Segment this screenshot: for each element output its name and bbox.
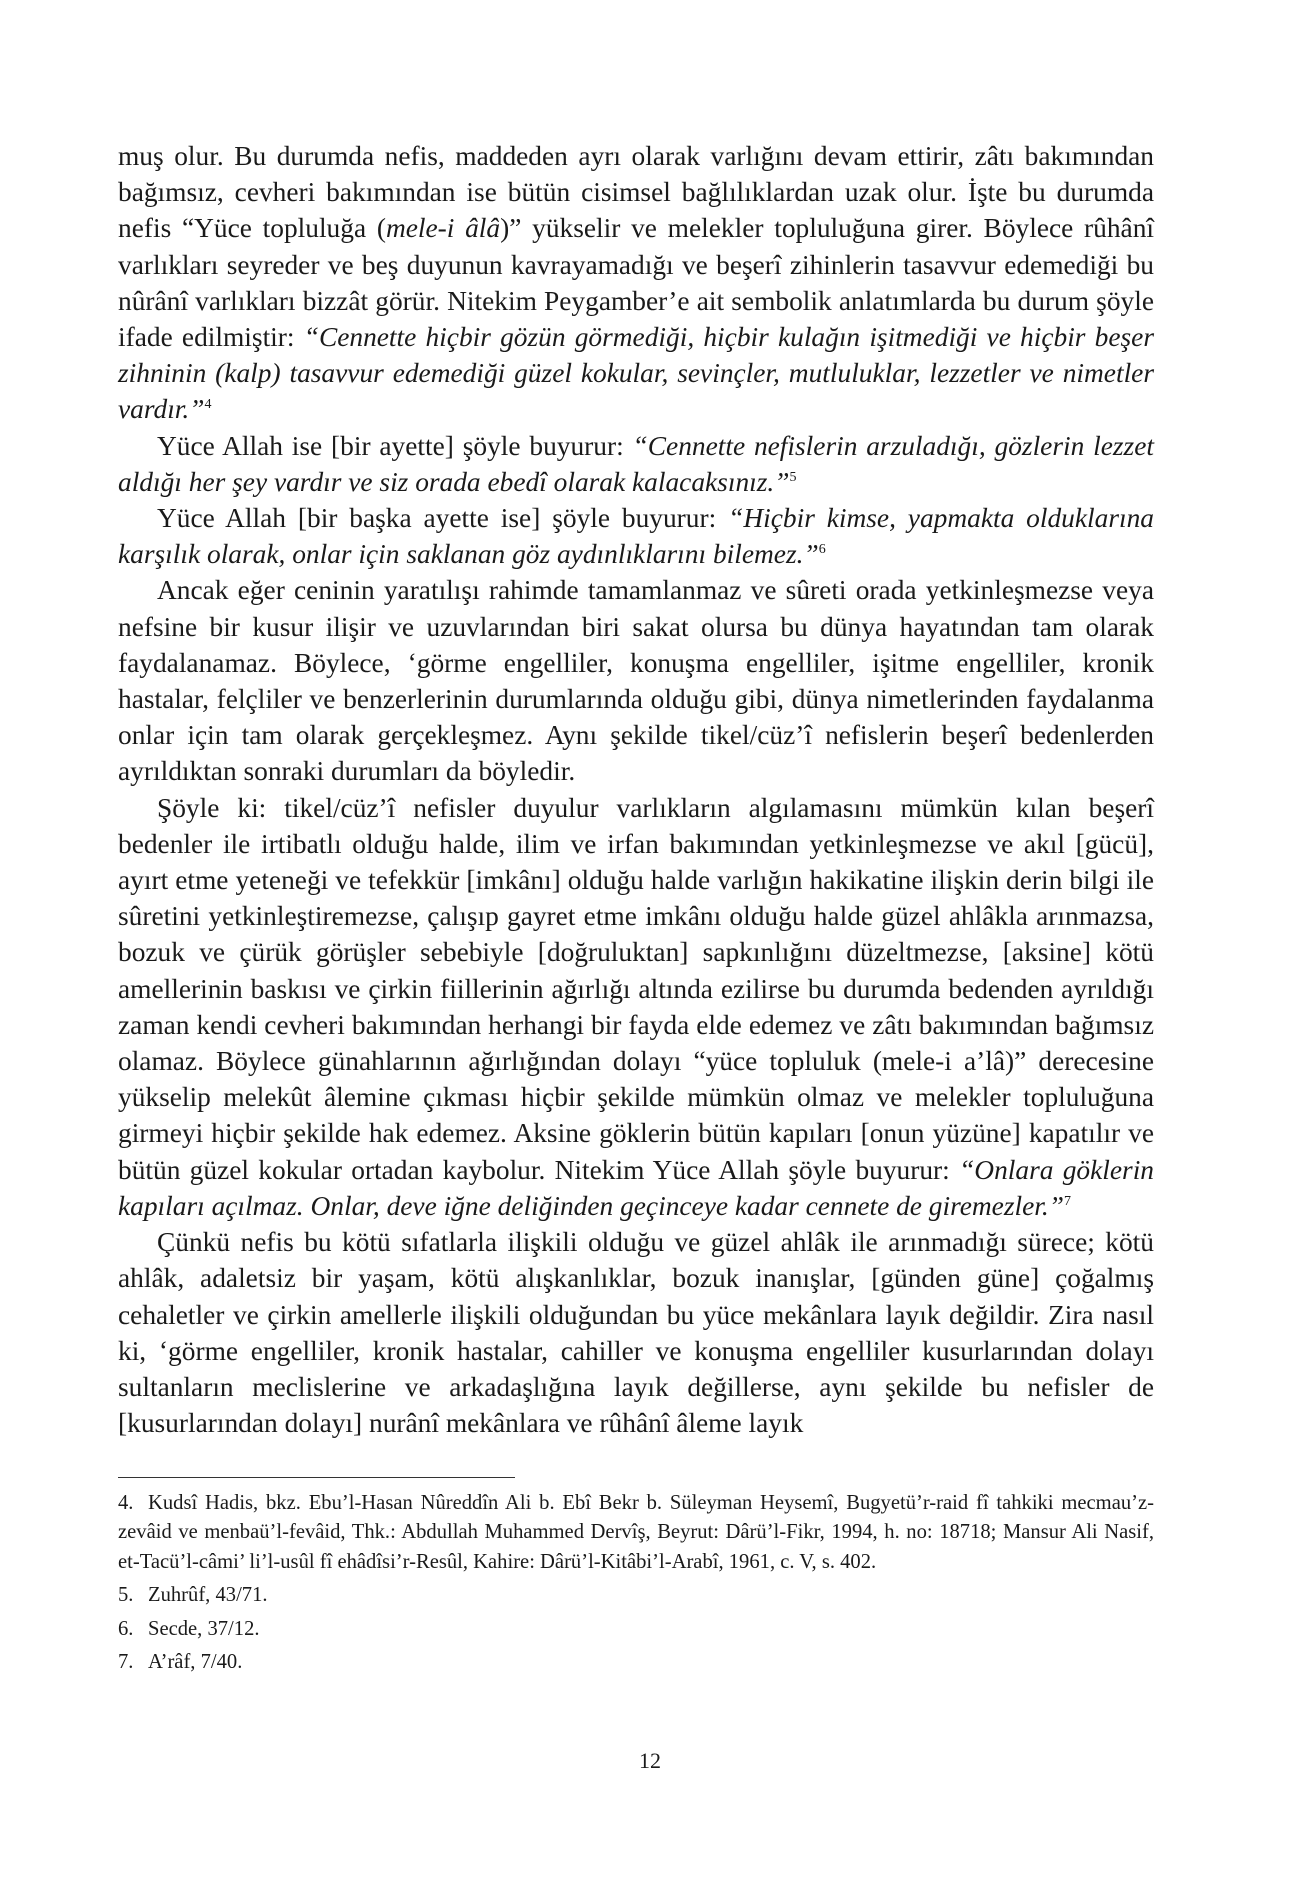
footnote-text: Zuhrûf, 43/71. [148,1584,268,1607]
footnote [118,1648,1154,1677]
footnote-divider [118,1477,515,1478]
italic-term: mele-i âlâ [385,213,501,244]
footnote [118,1489,1154,1577]
paragraph [118,500,1154,572]
paragraph [118,428,1154,500]
paragraph [118,1224,1154,1441]
paragraph [118,138,1154,428]
verse-quote: “Hiçbir kimse, yapmakta olduklarına karşılık olarak, onlar için saklanan göz aydınlıklarını bilemez.” [118,503,1154,570]
footnote-text: Kudsî Hadis, bkz. Ebu’l-Hasan Nûreddîn Ali b. Ebî Bekr b. Süleyman Heysemî, Bugyetü’r-raid fî tahkiki mecmau’z-zevâid ve menbaü’l-fevâid, Thk.: Abdullah Muhammed Dervîş, Beyrut: Dârü’l-Fikr, 1994, h. no: 18718; Mansur Ali Nasif, et-Tacü’l-câmi’ li’l-usûl fî ehâdîsi’r-Resûl, Kahire: Dârü’l-Kitâbi’l-Arabî, 1961, c. V, s. 402. [118,1492,1154,1573]
page-number: 12 [639,1748,661,1773]
verse-quote: “Cennette nefislerin arzuladığı, gözlerin lezzet aldığı her şey vardır ve siz orada ebedî olarak kalacaksınız.” [118,430,1154,497]
text-run: Çünkü nefis bu kötü sıfatlarla ilişkili olduğu ve güzel ahlâk ile arınmadığı sürece; kötü ahlâk, adaletsiz bir yaşam, kötü alışkanlıklar, bozuk inanışlar, [günden güne] çoğalmış cehaletler ve çirkin amellerle ilişkili olduğundan bu yüce mekânlara layık değildir. Zira nasıl ki, ‘görme engelliler, kronik hastalar, cahiller ve konuşma engelliler kusurlarından dolayı sultanların meclislerine ve arkadaşlığına layık değillerse, aynı şekilde bu nefisler de [kusurlarından dolayı] nurânî mekânlara ve rûhânî âleme layık [118,1227,1154,1439]
footnotes [118,1489,1154,1681]
footnote-text: A’râf, 7/40. [148,1651,243,1674]
main-text [118,138,1154,1441]
text-run: Yüce Allah ise [bir ayette] şöyle buyurur: [157,430,633,461]
footnote-ref[interactable]: 5 [789,469,797,485]
text-run: Ancak eğer ceninin yaratılışı rahimde tamamlanmaz ve sûreti orada yetkinleşmezse veya nefsine bir kusur ilişir ve uzuvlarından biri sakat olursa bu dünya hayatından tam olarak faydalanamaz. Böylece, ‘görme engelliler, konuşma engelliler, işitme engelliler, kronik hastalar, felçliler ve benzerlerinin durumlarında olduğu gibi, dünya nimetlerinden faydalanma onlar için tam olarak gerçekleşmez. Aynı şekilde tikel/cüz’î nefislerin beşerî bedenlerden ayrıldıktan sonraki durumları da böyledir. [118,575,1154,787]
footnote-number: 7. [118,1651,134,1674]
footnote-number: 6. [118,1617,134,1640]
footnote-ref[interactable]: 6 [818,542,826,558]
paragraph [118,790,1154,1224]
footnote-ref[interactable]: 4 [204,397,212,413]
footnote-text: Secde, 37/12. [148,1617,260,1640]
hadith-quote: “Cennette hiçbir gözün görmediği, hiçbir kulağın işitmediği ve hiçbir beşer zihninin (kalp) tasavvur edemediği güzel kokular, sevinçler, mutluluklar, lezzetler ve nimetler vardır.” [118,322,1154,425]
footnote [118,1581,1154,1610]
footnote [118,1615,1154,1644]
footnote-number: 5. [118,1584,134,1607]
text-run: Şöyle ki: tikel/cüz’î nefisler duyulur varlıkların algılamasını mümkün kılan beşerî bedenler ile irtibatlı olduğu halde, ilim ve irfan bakımından yetkinleşmezse ve akıl [gücü], ayırt etme yeteneği ve tefekkür [imkânı] olduğu halde varlığın hakikatine ilişkin derin bilgi ile sûretini yetkinleştiremezse, çalışıp gayret etme imkânı olduğu halde güzel ahlâkla arınmazsa, bozuk ve çürük görüşler sebebiyle [doğruluktan] sapkınlığını düzeltmezse, [aksine] kötü amellerinin baskısı ve çirkin fiillerinin ağırlığı altında ezilirse bu durumda bedenden ayrıldığı zaman kendi cevheri bakımından herhangi bir fayda elde edemez ve zâtı bakımından bağımsız olamaz. Böylece günahlarının ağırlığından dolayı “yüce topluluk (mele-i a’lâ)” derecesine yükselip melekût âlemine çıkması hiçbir şekilde mümkün olmaz ve melekler topluluğuna girmeyi hiçbir şekilde hak edemez. Aksine göklerin bütün kapıları [onun yüzüne] kapatılır ve bütün güzel kokular ortadan kaybolur. Nitekim Yüce Allah şöyle buyurur: [118,792,1154,1185]
paragraph [118,572,1154,789]
text-run: )” yükselir ve melekler topluluğuna girer. Böylece rûhânî varlıkları seyreder ve beş duyunun kavrayamadığı ve beşerî zihinlerin tasavvur edemediği bu nûrânî varlıkları bizzât görür. Nitekim Peygamber’e ait sembolik anlatımlarda bu durum şöyle ifade edilmiştir: [118,213,1154,353]
footnote-ref[interactable]: 7 [1063,1193,1071,1209]
footnote-number: 4. [118,1492,134,1514]
text-run: Yüce Allah [bir başka ayette ise] şöyle buyurur: [157,503,729,534]
verse-quote: “Onlara göklerin kapıları açılmaz. Onlar, deve iğne deliğinden geçinceye kadar cennete de giremezler.” [118,1154,1154,1221]
text-run: muş olur. Bu durumda nefis, maddeden ayrı olarak varlığını devam ettirir, zâtı bakımından bağımsız, cevheri bakımından ise bütün cisimsel bağlılıklardan uzak olur. İşte bu durumda nefis “Yüce topluluğa ( [118,141,1154,244]
